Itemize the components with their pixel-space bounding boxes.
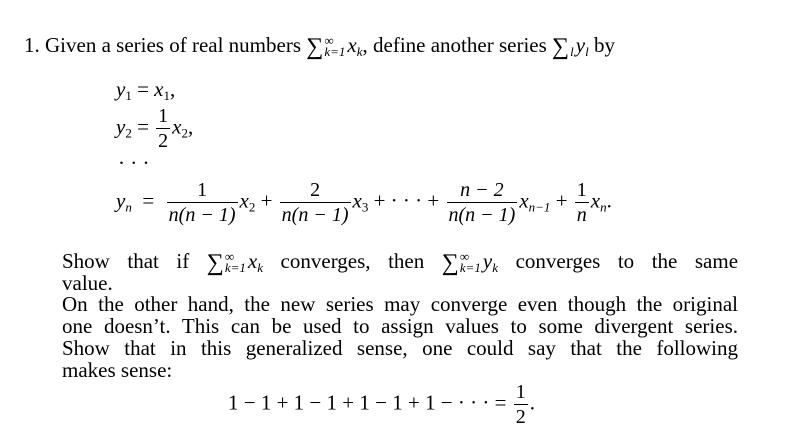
intro-text: Given a series of real numbers (45, 33, 301, 57)
sum-y: ∑ l $y_l$ (552, 33, 589, 60)
paragraph-divergent-line3: Show that in this generalized sense, one could say that the following (62, 336, 738, 360)
fraction-term3: $\frac{n - 2}{n(n - 1)}$ (448, 179, 516, 227)
paragraph-convergence-line1: Show that if ∑ ∞ k=1 $x_k$ converges, then ∑ ∞ k=1 $y_k$ converges to the same (62, 249, 739, 276)
paragraph-convergence-line2: value. (62, 271, 113, 295)
fraction-one-half-result: $\frac{1}{2}$ (515, 381, 526, 429)
paragraph-divergent-line1: On the other hand, the new series may converge even though the original (62, 292, 738, 316)
paragraph-divergent-line2: one doesn’t. This can be used to assign values to some divergent series. (62, 314, 738, 338)
equation-yn: $y_n$ = $\frac{1}{n(n - 1)}$ $x_2$ + $\frac{2}{n(n - 1)}$ $x_3$ + · · · + $\frac{n - 2}{n(n - 1)}$ $x_{n-1}$ + $\frac{1}{n}$ $x_n$. (116, 179, 612, 227)
equation-y1: $y_1 = x_1$, (116, 77, 176, 103)
fraction-term1: $\frac{1}{n(n - 1)}$ (168, 179, 236, 227)
intro-text-2: , define another series (362, 33, 547, 57)
problem-number: 1. (24, 33, 40, 57)
intro-text-3: by (593, 33, 615, 57)
fraction-one-half: $\frac{1}{2}$ (158, 105, 169, 153)
equation-grandi-series: 1 − 1 + 1 − 1 + 1 − 1 + 1 − · · · = $\frac{1}{2}$ . (228, 381, 535, 429)
equation-y2: $y_2$ = $\frac{1}{2}$ $x_2$, (116, 105, 194, 153)
sum-x-inline: ∑ ∞ k=1 $x_k$ (206, 249, 264, 276)
paragraph-divergent-line4: makes sense: (62, 358, 173, 382)
ellipsis-dots: · · · (118, 151, 150, 175)
fraction-term2: $\frac{2}{n(n - 1)}$ (281, 179, 349, 227)
sum-y-inline: ∑ ∞ k=1 $y_k$ (441, 249, 499, 276)
sum-x: ∑ ∞ k=1 $x_k$ (306, 33, 363, 60)
problem-statement-line (24, 32, 615, 65)
fraction-term4: $\frac{1}{n}$ (576, 179, 587, 227)
